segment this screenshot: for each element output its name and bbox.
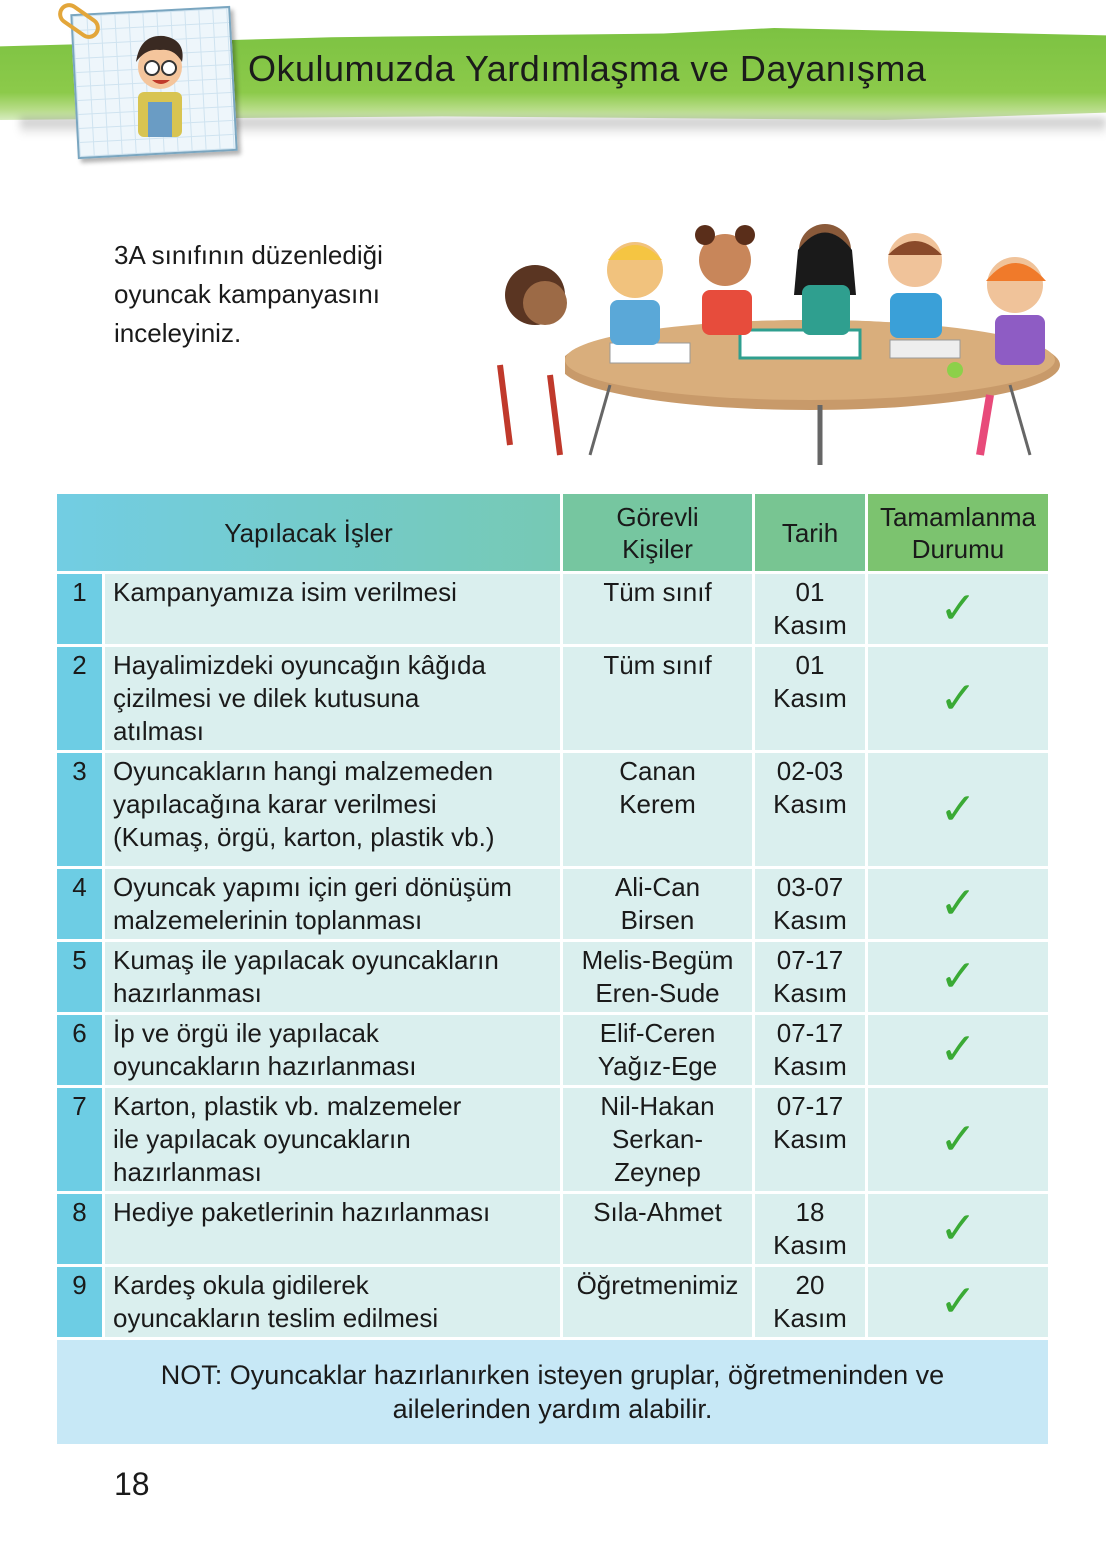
date-cell: 02-03 Kasım xyxy=(755,753,865,866)
intro-text: 3A sınıfının düzenlediği oyuncak kampanyasını inceleyiniz. xyxy=(114,240,383,348)
page-number: 18 xyxy=(114,1466,150,1502)
date-cell: 03-07 Kasım xyxy=(755,869,865,939)
persons-cell: Sıla-Ahmet xyxy=(563,1194,752,1264)
task-cell: Hediye paketlerinin hazırlanması xyxy=(105,1194,560,1264)
header-status: Tamamlanma Durumu xyxy=(868,494,1048,571)
persons-cell: Öğretmenimiz xyxy=(563,1267,752,1337)
table-row xyxy=(57,1267,1048,1337)
date-cell: 01 Kasım xyxy=(755,647,865,750)
status-check-icon: ✓ xyxy=(868,574,1048,644)
status-check-icon: ✓ xyxy=(868,1015,1048,1085)
date-cell: 07-17 Kasım xyxy=(755,1015,865,1085)
task-cell: Kampanyamıza isim verilmesi xyxy=(105,574,560,644)
table-row xyxy=(57,942,1048,1012)
page-title: Okulumuzda Yardımlaşma ve Dayanışma xyxy=(248,48,927,89)
table-row xyxy=(57,753,1048,866)
status-check-icon: ✓ xyxy=(868,1267,1048,1337)
row-number: 7 xyxy=(57,1088,102,1191)
table-row xyxy=(57,1015,1048,1085)
header-date: Tarih xyxy=(755,494,865,571)
table-row xyxy=(57,1088,1048,1191)
table-row xyxy=(57,647,1048,750)
header-persons: Görevli Kişiler xyxy=(563,494,752,571)
date-cell: 01 Kasım xyxy=(755,574,865,644)
task-cell: Kumaş ile yapılacak oyuncakların hazırlanması xyxy=(105,942,560,1012)
status-check-icon: ✓ xyxy=(868,942,1048,1012)
table-row xyxy=(57,1194,1048,1264)
row-number: 2 xyxy=(57,647,102,750)
persons-cell: Elif-Ceren Yağız-Ege xyxy=(563,1015,752,1085)
table-row xyxy=(57,869,1048,939)
children-reading-illustration xyxy=(490,215,1090,470)
status-check-icon: ✓ xyxy=(868,647,1048,750)
task-cell: İp ve örgü ile yapılacak oyuncakların hazırlanması xyxy=(105,1015,560,1085)
persons-cell: Tüm sınıf xyxy=(563,574,752,644)
status-check-icon: ✓ xyxy=(868,1088,1048,1191)
persons-cell: Tüm sınıf xyxy=(563,647,752,750)
date-cell: 07-17 Kasım xyxy=(755,942,865,1012)
row-number: 6 xyxy=(57,1015,102,1085)
date-cell: 07-17 Kasım xyxy=(755,1088,865,1191)
date-cell: 20 Kasım xyxy=(755,1267,865,1337)
date-cell: 18 Kasım xyxy=(755,1194,865,1264)
task-cell: Oyuncakların hangi malzemeden yapılacağına karar verilmesi (Kumaş, örgü, karton, plastik vb.) xyxy=(105,753,560,866)
header-tasks: Yapılacak İşler xyxy=(57,494,560,571)
row-number: 3 xyxy=(57,753,102,866)
table-section xyxy=(54,491,1051,1543)
row-number: 9 xyxy=(57,1267,102,1337)
boy-illustration xyxy=(120,22,200,142)
row-number: 5 xyxy=(57,942,102,1012)
task-table xyxy=(54,491,1051,1340)
task-cell: Kardeş okula gidilerek oyuncakların teslim edilmesi xyxy=(105,1267,560,1337)
row-number: 1 xyxy=(57,574,102,644)
persons-cell: Canan Kerem xyxy=(563,753,752,866)
table-row xyxy=(57,574,1048,644)
status-check-icon: ✓ xyxy=(868,1194,1048,1264)
task-cell: Karton, plastik vb. malzemeler ile yapılacak oyuncakların hazırlanması xyxy=(105,1088,560,1191)
row-number: 8 xyxy=(57,1194,102,1264)
persons-cell: Nil-Hakan Serkan- Zeynep xyxy=(563,1088,752,1191)
row-number: 4 xyxy=(57,869,102,939)
status-check-icon: ✓ xyxy=(868,869,1048,939)
persons-cell: Melis-Begüm Eren-Sude xyxy=(563,942,752,1012)
task-cell: Oyuncak yapımı için geri dönüşüm malzemelerinin toplanması xyxy=(105,869,560,939)
note-box: NOT: Oyuncaklar hazırlanırken isteyen gruplar, öğretmeninden ve ailelerinden yardım alabilir. xyxy=(57,1340,1048,1444)
task-cell: Hayalimizdeki oyuncağın kâğıda çizilmesi ve dilek kutusuna atılması xyxy=(105,647,560,750)
persons-cell: Ali-Can Birsen xyxy=(563,869,752,939)
status-check-icon: ✓ xyxy=(868,753,1048,866)
table-header-row xyxy=(57,494,1048,571)
